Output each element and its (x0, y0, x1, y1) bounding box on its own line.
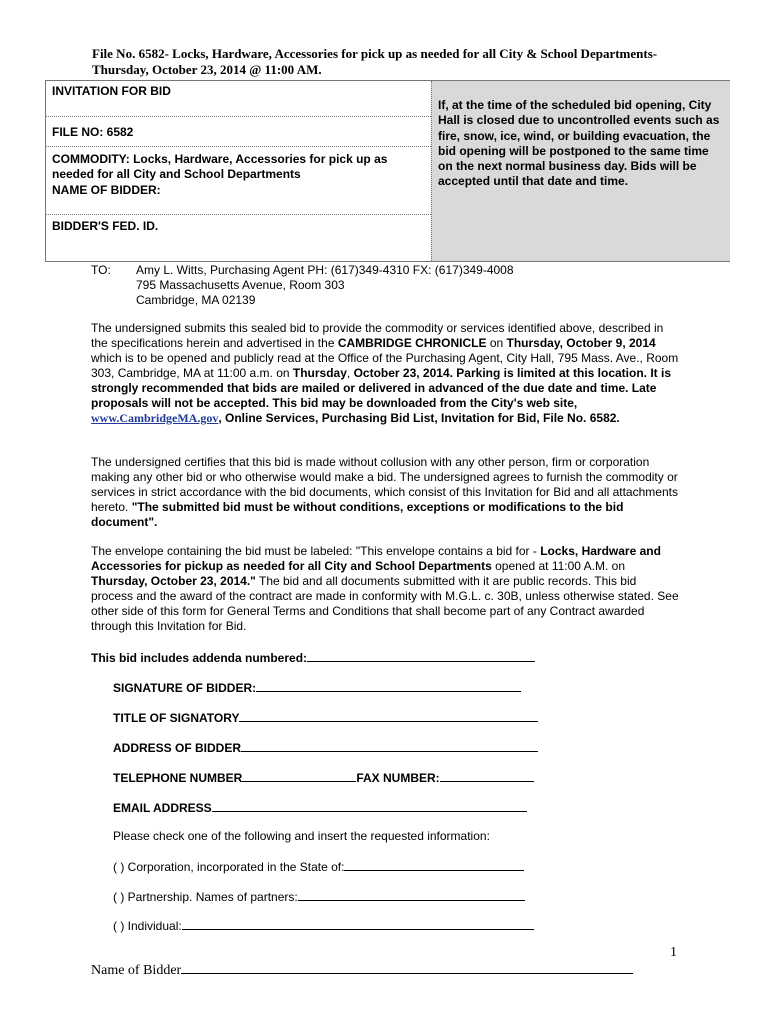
individual-row (113, 917, 534, 934)
footer-bidder-name-field[interactable] (181, 960, 633, 974)
fax-field[interactable] (440, 769, 534, 782)
page-number: 1 (670, 945, 677, 960)
footer-label: Name of Bidder (91, 963, 182, 978)
corporation-row (113, 858, 524, 875)
divider (46, 214, 431, 215)
addenda-field[interactable] (307, 649, 535, 662)
email-field[interactable] (212, 799, 527, 812)
title-row (113, 709, 538, 726)
check-instructions: Please check one of the following and insert the requested information: (113, 829, 490, 843)
certification-paragraph: The undersigned certifies that this bid is made without collusion with any other person, firm or corporation making any other bid or who otherwise would make a bid. The undersigned agrees to furnish the commodity or services in strict accordance with the bid documents, which consist of this Invitation for Bid and all attachments hereto. "The submitted bid must be without conditions, exceptions or modifications to the bid document". (91, 455, 678, 529)
signature-row (113, 679, 521, 696)
addenda-label: This bid includes addenda numbered: (91, 651, 308, 665)
divider (46, 116, 431, 117)
closure-notice: If, at the time of the scheduled bid opening, City Hall is closed due to uncontrolled events such as fire, snow, ice, wind, or building evacuation, the bid opening will be postponed to the same time on the next normal business day. Bids will be accepted until that date and time. (438, 98, 720, 189)
partnership-option[interactable]: ( ) Partnership. Names of partners: (113, 890, 298, 904)
invitation-label: INVITATION FOR BID (52, 84, 171, 98)
corporation-option[interactable]: ( ) Corporation, incorporated in the State of: (113, 860, 345, 874)
addenda-row (91, 649, 535, 666)
bidder-name-label: NAME OF BIDDER: (52, 183, 161, 197)
to-label: TO: (91, 263, 111, 277)
file-number: FILE NO: 6582 (52, 125, 134, 139)
telephone-label: TELEPHONE NUMBER (113, 771, 243, 785)
individual-option[interactable]: ( ) Individual: (113, 919, 182, 933)
individual-field[interactable] (182, 917, 534, 930)
commodity: COMMODITY: Locks, Hardware, Accessories for pick up as needed for all City and School Departments (52, 152, 388, 181)
bid-info-left (46, 81, 431, 261)
signature-field[interactable] (256, 679, 521, 692)
document-header (92, 46, 732, 78)
partners-field[interactable] (298, 888, 525, 901)
email-label: EMAIL ADDRESS (113, 801, 212, 815)
header-line-1: File No. 6582- Locks, Hardware, Accessories for pick up as needed for all City & School Departments- (92, 46, 658, 61)
bid-notice-panel (431, 81, 730, 261)
partnership-row (113, 888, 525, 905)
addressee-line-1: Amy L. Witts, Purchasing Agent PH: (617)349-4310 FX: (617)349-4008 (136, 263, 514, 277)
telephone-field[interactable] (242, 769, 356, 782)
header-line-2: Thursday, October 23, 2014 @ 11:00 AM. (92, 62, 322, 77)
phone-fax-row (113, 769, 534, 786)
fax-label: FAX NUMBER: (356, 771, 440, 785)
footer-bidder-name (91, 960, 633, 979)
title-label: TITLE OF SIGNATORY (113, 711, 240, 725)
divider (46, 146, 431, 147)
title-field[interactable] (239, 709, 538, 722)
email-row (113, 799, 527, 816)
signature-label: SIGNATURE OF BIDDER: (113, 681, 257, 695)
address-row (113, 739, 538, 756)
corporation-state-field[interactable] (344, 858, 524, 871)
address-label: ADDRESS OF BIDDER (113, 741, 242, 755)
fed-id-label: BIDDER'S FED. ID. (52, 219, 159, 233)
envelope-paragraph: The envelope containing the bid must be labeled: "This envelope contains a bid for - Locks, Hardware and Accessories for pickup as needed for all City and School Departments opened at 11:00 A.M. on Thursday, October 23, 2014." The bid and all documents submitted with it are public records. This bid process and the award of the contract are made in conformity with M.G.L. c. 30B, unless otherwise stated. See other side of this form for General Terms and Conditions that shall become part of any Contract awarded through this Invitation for Bid. (91, 544, 679, 633)
addressee-line-2: 795 Massachusetts Avenue, Room 303 (136, 278, 345, 292)
address-field[interactable] (241, 739, 538, 752)
city-website-link[interactable]: www.CambridgeMA.gov (91, 411, 219, 425)
bid-info-box (45, 80, 730, 262)
addressee-line-3: Cambridge, MA 02139 (136, 293, 256, 307)
submission-paragraph: The undersigned submits this sealed bid to provide the commodity or services identified above, described in the specifications herein and advertised in the CAMBRIDGE CHRONICLE on Thursday, October 9, 2014 which is to be opened and publicly read at the Office of the Purchasing Agent, City Hall, 795 Mass. Ave., Room 303, Cambridge, MA at 11:00 a.m. on Thursday, October 23, 2014. Parking is limited at this location. It is strongly recommended that bids are mailed or delivered in advanced of the due date and time. Late proposals will not be accepted. This bid may be downloaded from the City's web site, www.CambridgeMA.gov, Online Services, Purchasing Bid List, Invitation for Bid, File No. 6582. (91, 321, 679, 425)
